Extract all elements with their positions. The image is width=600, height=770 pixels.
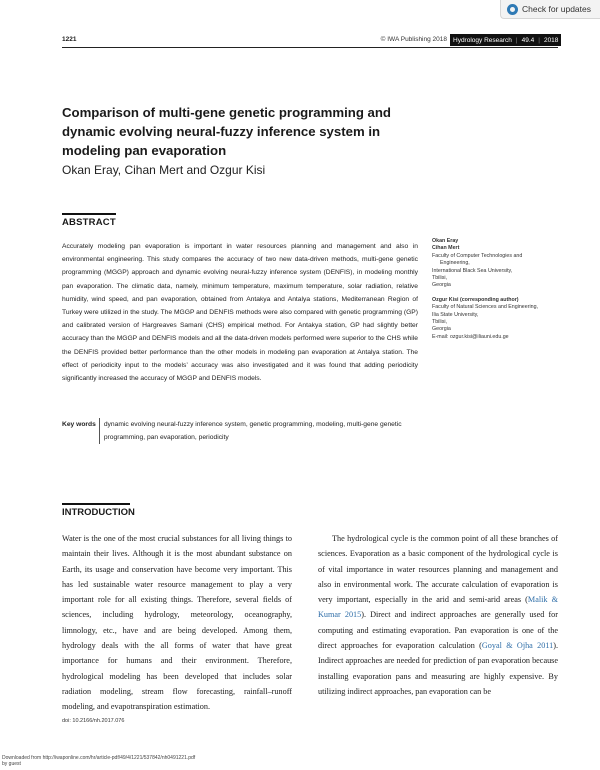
paragraph-text: ). Indirect approaches are needed for prediction of pan evaporation because installing evaporation pans and measuring are highly expensive. By utilizing indirect approaches, pan evaporation can be [318,641,558,696]
doi[interactable]: doi: 10.2166/nh.2017.076 [62,718,125,724]
keywords-label: Key words [62,421,96,428]
abstract-text: Accurately modeling pan evaporation is important in water resources planning and management and also in environmental engineering. This study compares the accuracy of two new data-driven methods, multi-gene genetic programming (MGGP) approach and dynamic evolving neural-fuzzy inference system (DENFIS), in modeling monthly pan evaporation. The climatic data, namely, minimum temperature, maximum temperature, solar radiation, relative humidity, wind speed, and pan evaporation, obtained from Antakya and Antalya stations, Mediterranean Region of Turkey were utilized in the study. The MGGP and DENFIS methods were also compared with genetic programming (GP) and calibrated version of Hargreaves Samani (CHS) empirical method. For Antakya station, GP had slightly better accuracy than the MGGP and DENFIS models and all the data-driven models performed were superior to the CHS while the DENFIS provided better performance than the other models in modeling pan evaporation at Antalya station. The effect of periodicity input to the models’ accuracy was also investigated and it was found that adding periodicity significantly increased the accuracy of MGGP and DENFIS models. [62,243,418,383]
keywords [62,418,418,444]
affiliations [432,238,562,341]
introduction-rule [62,503,130,505]
citation-link[interactable]: Goyal & Ojha 2011 [481,641,554,651]
affiliation-line: Ilia State University, [432,311,479,318]
article-authors: Okan Eray, Cihan Mert and Ozgur Kisi [62,163,266,177]
affiliation-line: Georgia [432,326,451,333]
header-rule [62,47,558,48]
journal-name: Hydrology Research [453,36,512,44]
separator: | [515,36,518,44]
journal-year: 2018 [543,36,559,44]
publisher-line: © IWA Publishing 2018 [380,36,447,43]
introduction-left-column: Water is the one of the most crucial substances for all living things to maintain their lives. Although it is the most abundant substance on Earth, its usage and conservation have become very important. This has led sustainable water resource management to play a very important role for all existing things. Therefore, several fields of sciences, including hydrology, meteorology, oceanography, limnology, etc., have and are being developed. Among them, hydrology deals with the all forms of water that have great importance for humans and their environment. Therefore, hydrological modeling has been developed that includes solar radiation modeling, stream flow forecasting, rainfall–runoff modeling, and evapotranspiration estimation. [62,534,292,712]
affiliation-line: Georgia [432,282,451,289]
article-title: Comparison of multi-gene genetic programming and dynamic evolving neural-fuzzy inference system in modeling pan evaporation [62,105,391,158]
affiliation-line: International Black Sea University, [432,267,513,274]
keywords-list: dynamic evolving neural-fuzzy inference system, genetic programming, modeling, multi-gene genetic programming, pan evaporation, periodicity [99,418,404,444]
paragraph-text: The hydrological cycle is the common point of all these branches of sciences. Evaporation as a basic component of the hydrological cycle is of vital importance in water resources planning and management and also in environmental work. The accurate calculation of evaporation is very important, especially in the arid and semi-arid areas ( [318,534,558,605]
abstract-heading: ABSTRACT [62,217,116,228]
affiliation-line: Faculty of Natural Sciences and Engineering, [432,304,538,311]
abstract-rule [62,213,116,215]
download-user: by guest [2,761,21,767]
journal-tag [450,34,561,46]
check-for-updates-label: Check for updates [522,4,591,14]
introduction-heading: INTRODUCTION [62,507,135,518]
affiliation-line: Tbilisi, [432,319,448,326]
citation-link[interactable]: Malik & Kumar 2015 [318,595,558,620]
author-email[interactable]: E-mail: ozgur.kisi@iliauni.edu.ge [432,333,509,340]
download-footer [2,755,195,767]
author-name: Okan Eray [432,238,459,244]
paragraph-text: ). Direct and indirect approaches are generally used for computing and estimating evaporation. Pan evaporation is one of the direct approaches for evaporation calculation ( [318,610,558,651]
journal-volume: 49.4 [521,36,535,44]
update-icon [507,4,518,15]
introduction-right-column [318,531,558,699]
author-name: Cihan Mert [432,245,460,252]
page-number: 1221 [62,36,77,43]
corresponding-author: Ozgur Kisi (corresponding author) [432,296,519,303]
affiliation-line: Engineering, [440,260,470,267]
download-source: Downloaded from http://iwaponline.com/hr/article-pdf/49/4/1221/537842/nh0491221.pdf [2,755,196,761]
check-for-updates-button[interactable] [500,0,600,19]
separator: | [538,36,540,44]
affiliation-line: Faculty of Computer Technologies and [432,252,523,259]
affiliation-line: Tbilisi, [432,275,448,282]
spacer [432,290,562,297]
